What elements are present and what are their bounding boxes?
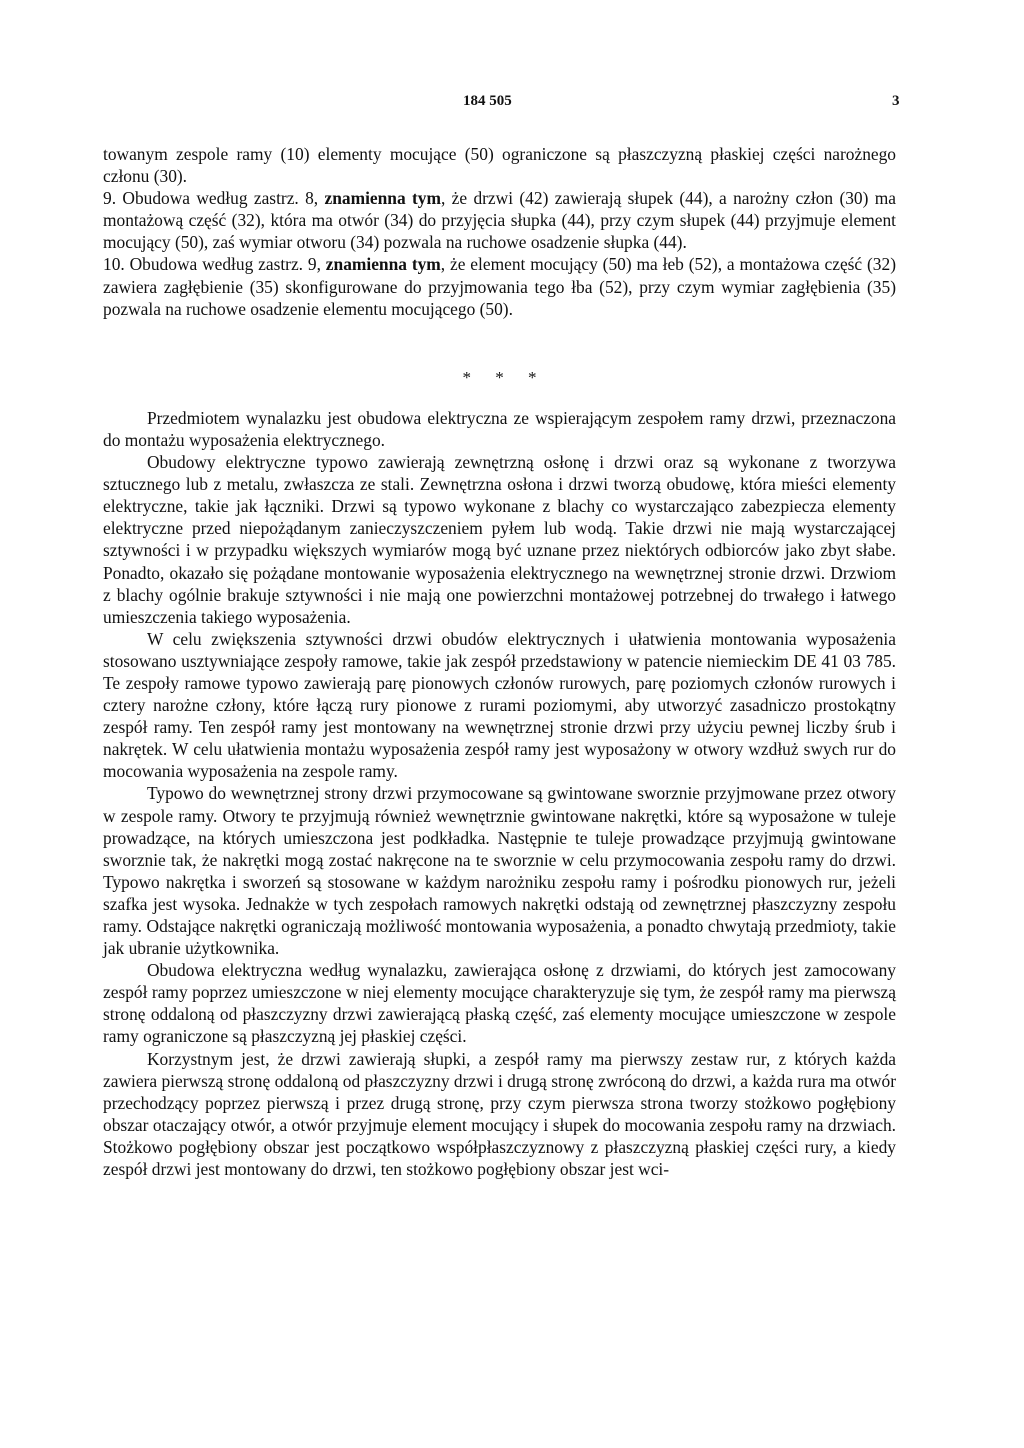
- claim-10: [103, 253, 896, 319]
- claim-9-lead: 9. Obudowa według zastrz. 8,: [103, 188, 325, 209]
- description-paragraph: W celu zwiększenia sztywności drzwi obudów elektrycznych i ułatwienia montowania wyposażenia stosowano usztywniające zespoły ramowe, takie jak zespół przedstawiony w patencie niemieckim DE 41 03 785. Te zespoły ramowe typowo zawierają parę pionowych członów rurowych, parę poziomych członów rurowych i cztery narożne człony, które łączą rury pionowe z rurami poziomymi, aby utworzyć zasadniczo prostokątny zespół ramy. Ten zespół ramy jest montowany na wewnętrznej stronie drzwi przy użyciu pewnej liczby śrub i nakrętek. W celu ułatwienia montażu wyposażenia zespół ramy jest wyposażony w otwory wzdłuż swych rur do mocowania wyposażenia na zespole ramy.: [103, 628, 896, 782]
- description-paragraph: Obudowy elektryczne typowo zawierają zewnętrzną osłonę i drzwi oraz są wykonane z tworzywa sztucznego lub z metalu, zwłaszcza ze stali. Zewnętrzna osłona i drzwi tworzą obudowę, która mieści elementy elektryczne, takie jak łączniki. Drzwi są typowo wykonane z blachy co wystarczająco zabezpiecza elementy elektryczne przed niepożądanym zanieczyszczeniem pyłem lub wodą. Takie drzwi nie mają wystarczającej sztywności i w przypadku większych wymiarów mogą być uznane przez niektórych odbiorców jako zbyt słabe. Ponadto, okazało się pożądane montowanie wyposażenia elektrycznego na wewnętrznej stronie drzwi. Drzwiom z blachy ogólnie brakuje sztywności i nie mają one powierzchni montażowej potrzebnej do trwałego i łatwego umieszczenia takiego wyposażenia.: [103, 452, 896, 627]
- claim-10-keyword: znamienna tym: [325, 254, 441, 275]
- description-paragraph: Typowo do wewnętrznej strony drzwi przymocowane są gwintowane sworznie przyjmowane przez otwory w zespole ramy. Otwory te przyjmują również wewnętrznie gwintowane nakrętki, które są wyposażone w tuleje prowadzące, na których umieszczona jest podkładka. Następnie te tuleje prowadzące przyjmują gwintowane sworznie tak, że nakrętki mogą zostać nakręcone na te sworznie w celu przymocowania zespołu ramy do drzwi. Typowo nakrętka i sworzeń są stosowane w każdym narożniku zespołu ramy i pośrodku pionowych rur, jeżeli szafka jest wysoka. Jednakże w tych zespołach ramowych nakrętki odstają od zewnętrznej płaszczyzny zespołu ramy. Odstające nakrętki ograniczają możliwość montowania wyposażenia, a ponadto chwytają przedmioty, takie jak ubranie użytkownika.: [103, 783, 896, 959]
- description-paragraph: Przedmiotem wynalazku jest obudowa elektryczna ze wspierającym zespołem ramy drzwi, przeznaczona do montażu wyposażenia elektrycznego.: [103, 407, 896, 450]
- claim-10-lead: 10. Obudowa według zastrz. 9,: [103, 254, 326, 275]
- page-number: 3: [892, 93, 900, 109]
- patent-number: 184 505: [463, 93, 512, 109]
- page-header: [0, 93, 1024, 115]
- description-paragraph: Obudowa elektryczna według wynalazku, zawierająca osłonę z drzwiami, do których jest zamocowany zespół ramy poprzez umieszczone w niej elementy mocujące charakteryzuje się tym, że zespół ramy ma pierwszą stronę oddaloną od płaszczyzny drzwi zawierającą płaską część, zaś elementy mocujące umieszczone w zespole ramy ograniczone są płaszczyzną jej płaskiej części.: [103, 960, 896, 1047]
- claims-section: [103, 143, 896, 320]
- section-separator: * * *: [462, 367, 547, 387]
- claim-9: [103, 187, 896, 253]
- claim-continuation: towanym zespole ramy (10) elementy mocujące (50) ograniczone są płaszczyzną płaskiej części narożnego członu (30).: [103, 144, 896, 187]
- claim-10-body: , że element mocujący (50) ma łeb (52), a montażowa część (32) zawiera zagłębienie (35) skonfigurowane do przyjmowania tego łba (52), przy czym wymiar zagłębienia (35) pozwala na ruchowe osadzenie elementu mocującego (50).: [103, 254, 896, 319]
- claim-9-keyword: znamienna tym: [324, 188, 441, 209]
- page-content: [103, 143, 896, 1180]
- description-paragraph: Korzystnym jest, że drzwi zawierają słupki, a zespół ramy ma pierwszy zestaw rur, z których każda zawiera pierwszą stronę oddaloną od płaszczyzny drzwi i drugą stronę zwróconą do drzwi, a każda rura ma otwór przechodzący poprzez pierwszą i przez drugą stronę, przy czym pierwsza strona tworzy stożkowo pogłębiony obszar otaczający otwór, a otwór przyjmuje element mocujący i słupek do mocowania zespołu ramy na drzwiach. Stożkowo pogłębiony obszar jest początkowo współpłaszczyznowy z płaszczyzną płaskiej części rury, a kiedy zespół drzwi jest montowany do drzwi, ten stożkowo pogłębiony obszar jest wci-: [103, 1048, 896, 1180]
- description-section: [103, 407, 896, 1180]
- claim-9-body: , że drzwi (42) zawierają słupek (44), a narożny człon (30) ma montażową część (32), która ma otwór (34) do przyjęcia słupka (44), przy czym słupek (44) przyjmuje element mocujący (50), zaś wymiar otworu (34) pozwala na ruchowe osadzenie słupka (44).: [103, 188, 897, 253]
